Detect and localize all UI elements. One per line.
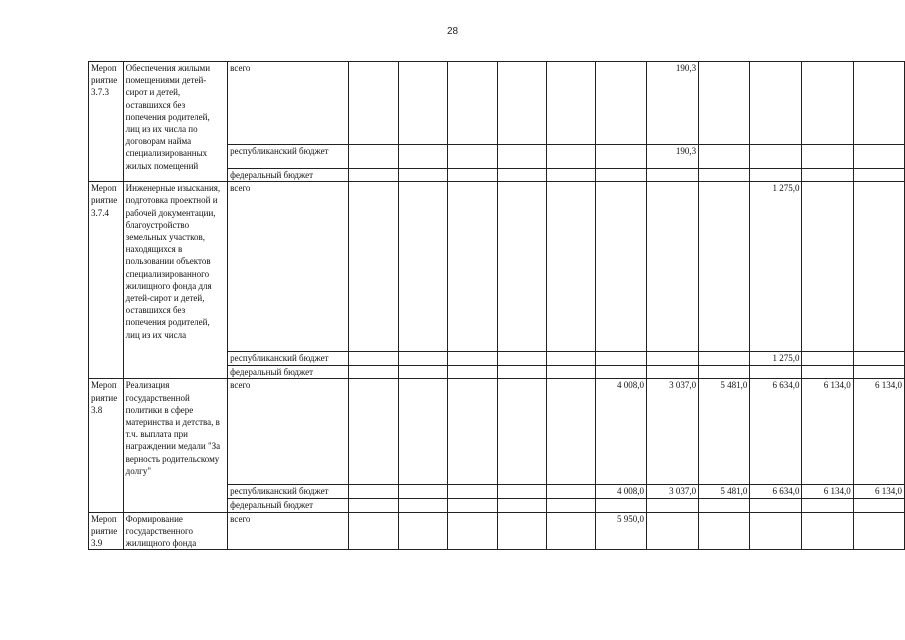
value-cell: 3 037,0 <box>647 379 699 485</box>
value-cell <box>853 499 904 512</box>
value-cell <box>699 62 750 145</box>
value-cell <box>595 182 646 352</box>
value-cell <box>699 169 750 182</box>
value-cell <box>546 352 595 366</box>
value-cell <box>448 352 498 366</box>
value-cell <box>448 485 498 499</box>
value-cell <box>498 169 547 182</box>
activity-code: Мероп риятие 3.7.3 <box>89 62 124 182</box>
value-cell <box>498 62 547 145</box>
value-cell <box>595 62 646 145</box>
value-cell <box>699 512 750 550</box>
funding-source: федеральный бюджет <box>228 169 349 182</box>
value-cell <box>750 169 802 182</box>
value-cell <box>349 366 399 379</box>
activity-name: Инженерные изыскания, подготовка проектной и рабочей документации, благоустройство земельных участков, находящихся в пользовании объектов специализированного жилищного фонда для детей-сирот и детей, оставшихся без попечения родителей, лиц из их числа <box>123 182 228 379</box>
value-cell <box>448 512 498 550</box>
value-cell <box>647 169 699 182</box>
value-cell <box>448 499 498 512</box>
value-cell <box>595 352 646 366</box>
value-cell <box>647 512 699 550</box>
value-cell <box>349 169 399 182</box>
value-cell <box>399 379 448 485</box>
value-cell <box>802 499 853 512</box>
value-cell: 4 008,0 <box>595 485 646 499</box>
funding-source: всего <box>228 182 349 352</box>
value-cell <box>399 352 448 366</box>
budget-table <box>88 61 905 550</box>
value-cell <box>853 145 904 169</box>
value-cell <box>349 485 399 499</box>
value-cell: 3 037,0 <box>647 485 699 499</box>
table-row <box>89 512 905 550</box>
page-number: 28 <box>446 26 459 37</box>
value-cell <box>546 169 595 182</box>
activity-code: Мероп риятие 3.9 <box>89 512 124 550</box>
funding-source: всего <box>228 379 349 485</box>
value-cell: 1 275,0 <box>750 352 802 366</box>
value-cell: 4 008,0 <box>595 379 646 485</box>
value-cell: 6 134,0 <box>802 379 853 485</box>
value-cell <box>802 169 853 182</box>
funding-source: федеральный бюджет <box>228 366 349 379</box>
value-cell <box>546 379 595 485</box>
value-cell <box>647 499 699 512</box>
table-row <box>89 62 905 145</box>
value-cell <box>853 182 904 352</box>
value-cell: 6 134,0 <box>853 379 904 485</box>
value-cell <box>399 485 448 499</box>
value-cell <box>448 145 498 169</box>
activity-name: Обеспечения жилыми помещениями детей-сирот и детей, оставшихся без попечения родителей, лиц из их числа по договорам найма специализированных жилых помещений <box>123 62 228 182</box>
funding-source: всего <box>228 512 349 550</box>
activity-name: Формирование государственного жилищного фонда <box>123 512 228 550</box>
value-cell <box>498 145 547 169</box>
value-cell <box>498 512 547 550</box>
value-cell <box>448 169 498 182</box>
value-cell: 5 481,0 <box>699 485 750 499</box>
funding-source: республиканский бюджет <box>228 485 349 499</box>
value-cell <box>853 352 904 366</box>
value-cell <box>595 366 646 379</box>
value-cell <box>750 62 802 145</box>
value-cell <box>699 499 750 512</box>
funding-source: республиканский бюджет <box>228 352 349 366</box>
value-cell <box>802 145 853 169</box>
value-cell <box>802 182 853 352</box>
value-cell <box>399 182 448 352</box>
value-cell <box>802 62 853 145</box>
value-cell <box>546 499 595 512</box>
value-cell <box>448 366 498 379</box>
value-cell <box>498 352 547 366</box>
value-cell <box>750 499 802 512</box>
table-row <box>89 182 905 352</box>
value-cell <box>853 62 904 145</box>
value-cell <box>750 145 802 169</box>
value-cell <box>498 485 547 499</box>
value-cell <box>399 512 448 550</box>
value-cell <box>399 145 448 169</box>
value-cell <box>699 145 750 169</box>
value-cell <box>349 352 399 366</box>
value-cell: 6 134,0 <box>853 485 904 499</box>
value-cell: 6 634,0 <box>750 485 802 499</box>
value-cell <box>546 485 595 499</box>
value-cell <box>546 366 595 379</box>
value-cell <box>853 366 904 379</box>
value-cell <box>595 145 646 169</box>
value-cell <box>399 62 448 145</box>
value-cell <box>349 182 399 352</box>
value-cell <box>349 499 399 512</box>
value-cell: 1 275,0 <box>750 182 802 352</box>
value-cell <box>750 366 802 379</box>
funding-source: республиканский бюджет <box>228 145 349 169</box>
value-cell <box>498 379 547 485</box>
value-cell <box>546 182 595 352</box>
value-cell <box>647 352 699 366</box>
value-cell <box>498 499 547 512</box>
activity-name: Реализация государственной политики в сфере материнства и детства, в т.ч. выплата при награждении медали "За верность родительскому долгу" <box>123 379 228 512</box>
value-cell <box>448 62 498 145</box>
activity-code: Мероп риятие 3.8 <box>89 379 124 512</box>
value-cell: 190,3 <box>647 145 699 169</box>
funding-source: всего <box>228 62 349 145</box>
value-cell <box>647 366 699 379</box>
value-cell <box>349 145 399 169</box>
value-cell <box>546 62 595 145</box>
value-cell <box>498 366 547 379</box>
value-cell: 6 634,0 <box>750 379 802 485</box>
value-cell <box>546 145 595 169</box>
value-cell: 190,3 <box>647 62 699 145</box>
value-cell <box>399 366 448 379</box>
value-cell <box>546 512 595 550</box>
value-cell <box>853 169 904 182</box>
value-cell: 5 950,0 <box>595 512 646 550</box>
value-cell <box>853 512 904 550</box>
value-cell <box>349 512 399 550</box>
value-cell <box>595 169 646 182</box>
value-cell <box>349 379 399 485</box>
activity-code: Мероп риятие 3.7.4 <box>89 182 124 379</box>
value-cell <box>595 499 646 512</box>
value-cell <box>699 182 750 352</box>
value-cell <box>802 366 853 379</box>
value-cell <box>349 62 399 145</box>
value-cell <box>802 352 853 366</box>
value-cell <box>802 512 853 550</box>
value-cell <box>750 512 802 550</box>
value-cell <box>498 182 547 352</box>
value-cell <box>699 366 750 379</box>
table-row <box>89 379 905 485</box>
value-cell: 6 134,0 <box>802 485 853 499</box>
value-cell <box>699 352 750 366</box>
value-cell <box>448 379 498 485</box>
value-cell <box>399 169 448 182</box>
funding-source: федеральный бюджет <box>228 499 349 512</box>
value-cell <box>448 182 498 352</box>
value-cell: 5 481,0 <box>699 379 750 485</box>
value-cell <box>399 499 448 512</box>
value-cell <box>647 182 699 352</box>
